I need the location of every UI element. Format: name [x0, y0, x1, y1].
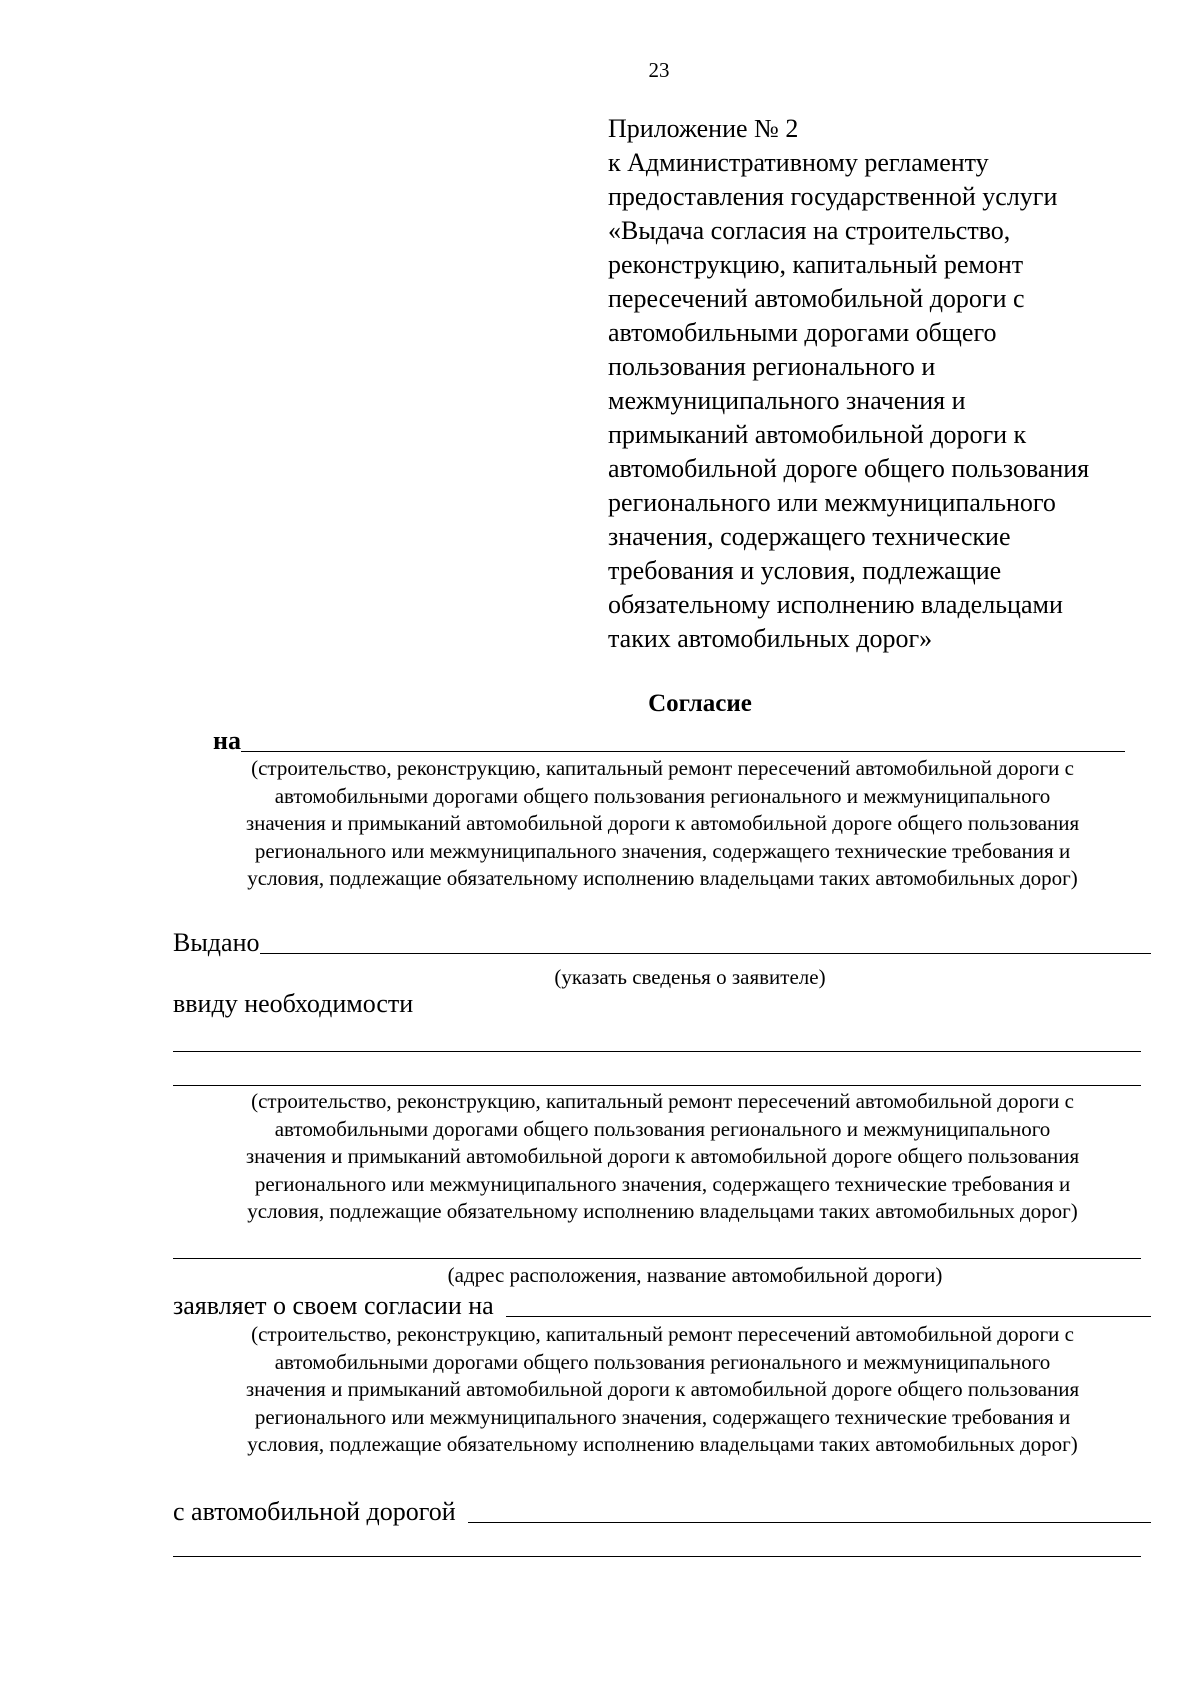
appendix-line: «Выдача согласия на строительство, [608, 216, 1011, 245]
road-input-line-2[interactable] [173, 1556, 1141, 1557]
necessity-row [173, 989, 573, 1019]
appendix-line: межмуниципального значения и [608, 386, 966, 415]
road-row [173, 1497, 1151, 1527]
na-label: на [213, 726, 241, 755]
note-line: условия, подлежащие обязательному исполнению владельцами таких автомобильных дорог) [247, 1432, 1078, 1456]
type-note-3 [165, 1321, 1160, 1459]
appendix-line: пользования регионального и [608, 352, 936, 381]
address-input-line[interactable] [173, 1258, 1141, 1259]
note-line: значения и примыканий автомобильной дороги к автомобильной дороге общего пользования [245, 1144, 1080, 1168]
note-line: значения и примыканий автомобильной дороги к автомобильной дороге общего пользования [245, 1377, 1080, 1401]
na-input-line[interactable] [241, 751, 1125, 752]
issued-row [173, 928, 1151, 958]
issued-label: Выдано [173, 928, 260, 957]
page-number: 23 [648, 58, 670, 82]
issued-hint: (указать сведенья о заявителе) [554, 965, 826, 989]
appendix-line: автомобильной дороге общего пользования [608, 454, 1090, 483]
note-line: (строительство, реконструкцию, капитальный ремонт пересечений автомобильной дороги с [251, 1089, 1074, 1113]
appendix-line: к Административному регламенту [608, 148, 989, 177]
note-line: регионального или межмуниципального значения, содержащего технические требования и [254, 1404, 1071, 1429]
consent-label: заявляет о своем согласии на [173, 1291, 494, 1320]
appendix-line: предоставления государственной услуги [608, 182, 1058, 211]
note-line: условия, подлежащие обязательному исполнению владельцами таких автомобильных дорог) [247, 1199, 1078, 1223]
consent-input-line[interactable] [506, 1316, 1151, 1317]
issued-input-line[interactable] [260, 953, 1152, 954]
type-note-1 [165, 755, 1160, 893]
appendix-line: автомобильными дорогами общего [608, 318, 997, 347]
appendix-line: таких автомобильных дорог» [608, 624, 933, 653]
note-line: (строительство, реконструкцию, капитальный ремонт пересечений автомобильной дороги с [251, 1322, 1074, 1346]
note-line: регионального или межмуниципального значения, содержащего технические требования и [254, 838, 1071, 863]
appendix-line: примыканий автомобильной дороги к [608, 420, 1027, 449]
appendix-header [608, 112, 1168, 656]
road-label: с автомобильной дорогой [173, 1497, 456, 1526]
address-hint: (адрес расположения, название автомобильной дороги) [447, 1263, 943, 1287]
note-line: автомобильными дорогами общего пользования регионального и межмуниципального [274, 1116, 1051, 1141]
na-row [213, 726, 1125, 756]
note-line: регионального или межмуниципального значения, содержащего технические требования и [254, 1171, 1071, 1196]
note-line: значения и примыканий автомобильной дороги к автомобильной дороге общего пользования [245, 811, 1080, 835]
appendix-line: регионального или межмуниципального [608, 488, 1056, 517]
note-line: условия, подлежащие обязательному исполнению владельцами таких автомобильных дорог) [247, 866, 1078, 890]
necessity-input-line-1[interactable] [173, 1051, 1141, 1052]
appendix-line: пересечений автомобильной дороги с [608, 284, 1025, 313]
consent-row [173, 1291, 1151, 1321]
appendix-line: требования и условия, подлежащие [608, 556, 1002, 585]
type-note-2 [165, 1088, 1160, 1226]
necessity-input-line-2[interactable] [173, 1085, 1141, 1086]
note-line: (строительство, реконструкцию, капитальный ремонт пересечений автомобильной дороги с [251, 756, 1074, 780]
appendix-line: Приложение № 2 [608, 114, 799, 143]
appendix-line: обязательному исполнению владельцами [608, 590, 1063, 619]
appendix-line: реконструкцию, капитальный ремонт [608, 250, 1024, 279]
road-input-line[interactable] [468, 1522, 1151, 1523]
note-line: автомобильными дорогами общего пользования регионального и межмуниципального [274, 1349, 1051, 1374]
note-line: автомобильными дорогами общего пользования регионального и межмуниципального [274, 783, 1051, 808]
necessity-label: ввиду необходимости [173, 989, 414, 1018]
document-title: Согласие [648, 690, 752, 717]
appendix-line: значения, содержащего технические [608, 522, 1011, 551]
